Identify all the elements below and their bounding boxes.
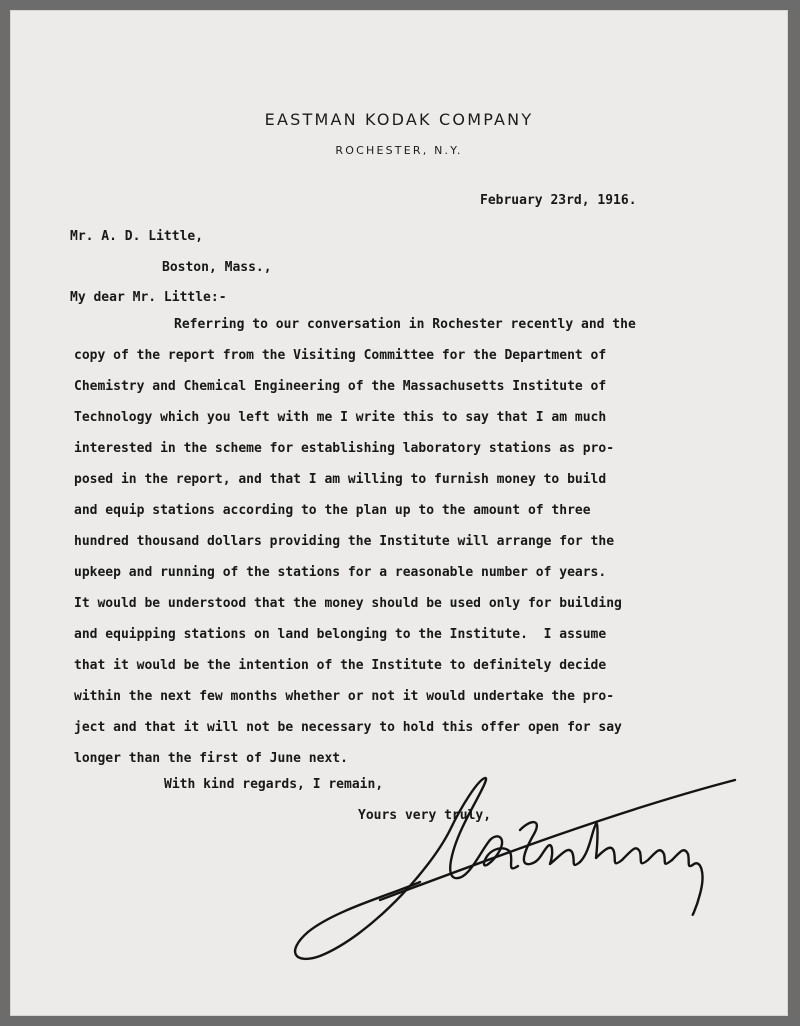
body-line: copy of the report from the Visiting Committee for the Department of: [74, 348, 607, 363]
body-line: Chemistry and Chemical Engineering of the Massachusetts Institute of: [74, 379, 607, 394]
body-line: interested in the scheme for establishing laboratory stations as pro-: [74, 441, 615, 456]
body-line: within the next few months whether or not it would undertake the pro-: [74, 689, 615, 704]
recipient-location: Boston, Mass.,: [162, 260, 272, 275]
body-line: longer than the first of June next.: [74, 751, 348, 766]
closing-regards: With kind regards, I remain,: [164, 777, 384, 792]
body-line: posed in the report, and that I am willing to furnish money to build: [74, 472, 607, 487]
letterhead-company-name: EASTMAN KODAK COMPANY: [264, 110, 534, 129]
letter-page: [10, 10, 788, 1016]
body-line: ject and that it will not be necessary to hold this offer open for say: [74, 720, 622, 735]
letter-date: February 23rd, 1916.: [480, 193, 637, 208]
body-line: that it would be the intention of the Institute to definitely decide: [74, 658, 607, 673]
body-line: It would be understood that the money should be used only for building: [74, 596, 622, 611]
body-line: upkeep and running of the stations for a reasonable number of years.: [74, 565, 607, 580]
closing-valediction: Yours very truly,: [358, 808, 492, 823]
body-line: and equipping stations on land belonging to the Institute. I assume: [74, 627, 607, 642]
body-line: hundred thousand dollars providing the Institute will arrange for the: [74, 534, 615, 549]
handwritten-signature: [280, 760, 740, 970]
body-line: and equip stations according to the plan up to the amount of three: [74, 503, 591, 518]
body-line: Technology which you left with me I write this to say that I am much: [74, 410, 607, 425]
body-line: Referring to our conversation in Rochester recently and the: [174, 317, 636, 332]
recipient-name: Mr. A. D. Little,: [70, 229, 204, 244]
salutation: My dear Mr. Little:-: [70, 290, 227, 305]
letterhead-city: ROCHESTER, N.Y.: [335, 144, 463, 157]
